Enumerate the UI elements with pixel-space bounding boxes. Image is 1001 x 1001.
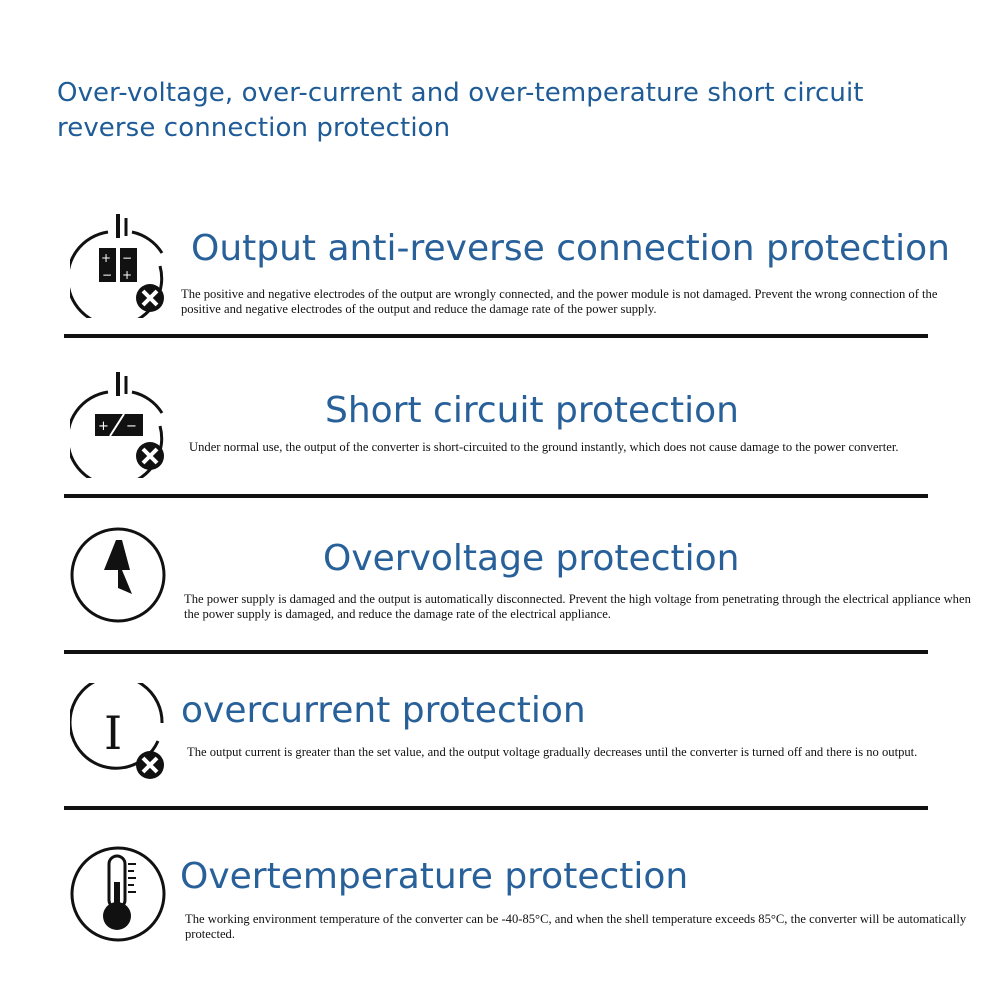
current-i-icon [70, 683, 170, 783]
svg-text:+: + [98, 419, 109, 434]
divider [64, 650, 928, 654]
svg-text:−: − [102, 268, 113, 282]
svg-text:+: + [122, 268, 133, 282]
section-description: The working environment temperature of the converter can be -40-85°C, and when the shell temperature exceeds 85°C, the converter will be automatically protected. [185, 912, 967, 941]
battery-reverse-icon [70, 208, 170, 318]
page-title: Over-voltage, over-current and over-temperature short circuit reverse connection protection [57, 78, 864, 143]
section-heading: Overtemperature protection [180, 856, 689, 897]
divider [64, 334, 928, 338]
svg-text:−: − [122, 251, 133, 265]
svg-text:+: + [101, 251, 112, 265]
short-circuit-icon [70, 368, 170, 478]
lightning-bolt-icon [70, 524, 170, 628]
section-heading: Short circuit protection [325, 390, 739, 431]
svg-text:I: I [104, 706, 123, 760]
section-heading: Output anti-reverse connection protection [191, 228, 950, 269]
section-heading: overcurrent protection [181, 690, 586, 731]
section-description: Under normal use, the output of the converter is short-circuited to the ground instantly, which does not cause damage to the power converter. [189, 440, 899, 454]
divider [64, 494, 928, 498]
thermometer-icon [70, 842, 170, 946]
section-description: The power supply is damaged and the output is automatically disconnected. Prevent the high voltage from penetrating through the electrical appliance when the power supply is damaged, and reduce the damage rate of the electrical appliance. [184, 592, 971, 621]
divider [64, 806, 928, 810]
svg-text:−: − [126, 419, 137, 434]
section-heading: Overvoltage protection [323, 538, 740, 579]
section-description: The positive and negative electrodes of the output are wrongly connected, and the power module is not damaged. Prevent the wrong connection of the positive and negative electrodes of the output and reduce the damage rate of the power supply. [181, 287, 938, 316]
section-description: The output current is greater than the set value, and the output voltage gradually decreases until the converter is turned off and there is no output. [187, 745, 918, 759]
